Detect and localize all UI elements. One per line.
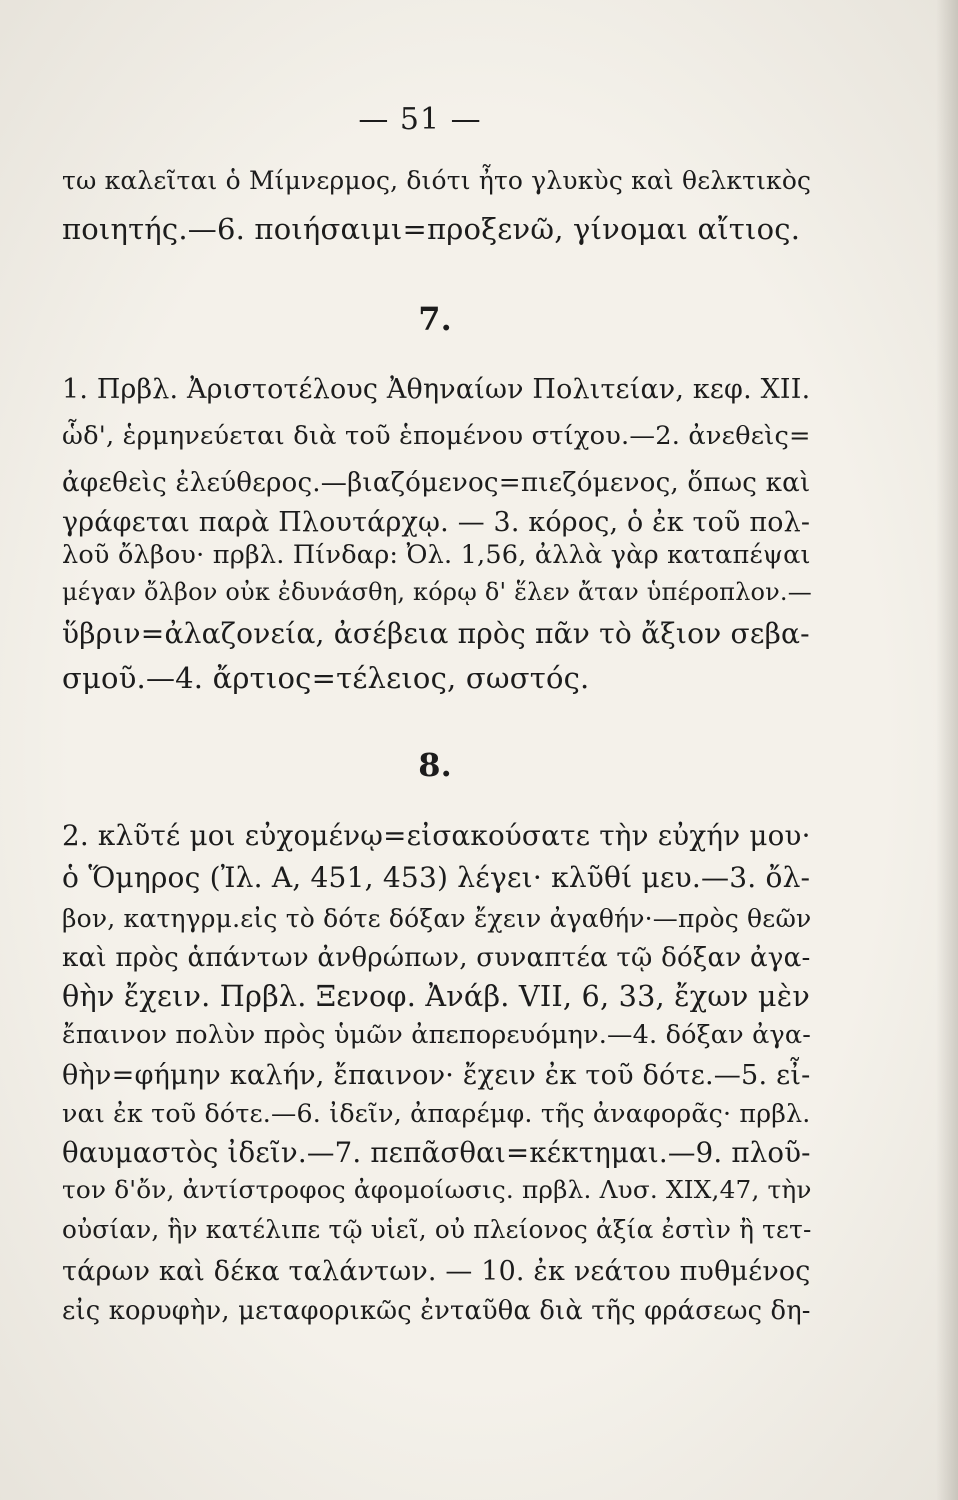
text-line: 1. Πρβλ. Ἀριστοτέλους Ἀθηναίων Πολιτείαν, κεφ. XII.	[62, 374, 811, 405]
text-line: τάρων καὶ δέκα ταλάντων. — 10. ἐκ νεάτου πυθμένος	[62, 1256, 811, 1287]
text-line: βον, κατηγρμ.εἰς τὸ δότε δόξαν ἔχειν ἀγαθήν·—πρὸς θεῶν	[62, 904, 812, 933]
text-line: τω καλεῖται ὁ Μίμνερμος, διότι ἦτο γλυκὺς καὶ θελκτικὸς	[62, 166, 812, 195]
text-line: ὧδ', ἑρμηνεύεται διὰ τοῦ ἑπομένου στίχου.—2. ἀνεθεὶς=	[62, 421, 811, 451]
text-line: γράφεται παρὰ Πλουτάρχῳ. — 3. κόρος, ὁ ἐκ τοῦ πολ-	[62, 507, 811, 538]
page-edge-shadow	[936, 0, 958, 1500]
page-number: — 51 —	[358, 102, 482, 137]
text-line: εἰς κορυφὴν, μεταφορικῶς ἐνταῦθα διὰ τῆς φράσεως δη-	[62, 1296, 811, 1326]
text-line: ποιητής.—6. ποιήσαιμι=προξενῶ, γίνομαι αἴτιος.	[62, 212, 801, 246]
text-line: οὐσίαν, ἣν κατέλιπε τῷ υἱεῖ, οὐ πλείονος ἀξία ἐστὶν ἢ τετ-	[62, 1215, 812, 1244]
text-line: μέγαν ὄλβον οὐκ ἐδυνάσθη, κόρῳ δ' ἕλεν ἄταν ὑπέροπλον.—	[62, 578, 812, 606]
text-line: σμοῦ.—4. ἄρτιος=τέλειος, σωστός.	[62, 661, 590, 695]
text-line: θὴν=φήμην καλήν, ἔπαινον· ἔχειν ἐκ τοῦ δότε.—5. εἶ-	[62, 1060, 811, 1091]
section-heading: 8.	[418, 746, 452, 784]
text-line: ναι ἐκ τοῦ δότε.—6. ἰδεῖν, ἀπαρέμφ. τῆς ἀναφορᾶς· πρβλ.	[62, 1099, 811, 1128]
text-line: ὕβριν=ἀλαζονεία, ἀσέβεια πρὸς πᾶν τὸ ἄξιον σεβα-	[62, 617, 810, 650]
text-line: ὁ Ὅμηρος (Ἰλ. Α, 451, 453) λέγει· κλῦθί μευ.—3. ὄλ-	[62, 861, 811, 894]
text-line: 2. κλῦτέ μοι εὐχομένῳ=εἰσακούσατε τὴν εὐχήν μου·	[62, 819, 811, 852]
text-line: καὶ πρὸς ἁπάντων ἀνθρώπων, συναπτέα τῷ δόξαν ἀγα-	[62, 943, 811, 973]
text-line: ἀφεθεὶς ἐλεύθερος.—βιαζόμενος=πιεζόμενος, ὅπως καὶ	[62, 468, 811, 498]
text-line: θὴν ἔχειν. Πρβλ. Ξενοφ. Ἀνάβ. VII, 6, 33, ἔχων μὲν	[62, 979, 810, 1013]
text-line: τον δ'ὄν, ἀντίστροφος ἀφομοίωσις. πρβλ. Λυσ. XIX,47, τὴν	[62, 1175, 812, 1204]
text-line: ἔπαινον πολὺν πρὸς ὑμῶν ἀπεπορευόμην.—4. δόξαν ἀγα-	[62, 1019, 812, 1049]
text-line: λοῦ ὄλβου· πρβλ. Πίνδαρ: Ὀλ. 1,56, ἀλλὰ γὰρ καταπέψαι	[62, 540, 811, 570]
section-heading: 7.	[418, 300, 452, 338]
text-line: θαυμαστὸς ἰδεῖν.—7. πεπᾶσθαι=κέκτημαι.—9. πλοῦ-	[62, 1136, 811, 1169]
